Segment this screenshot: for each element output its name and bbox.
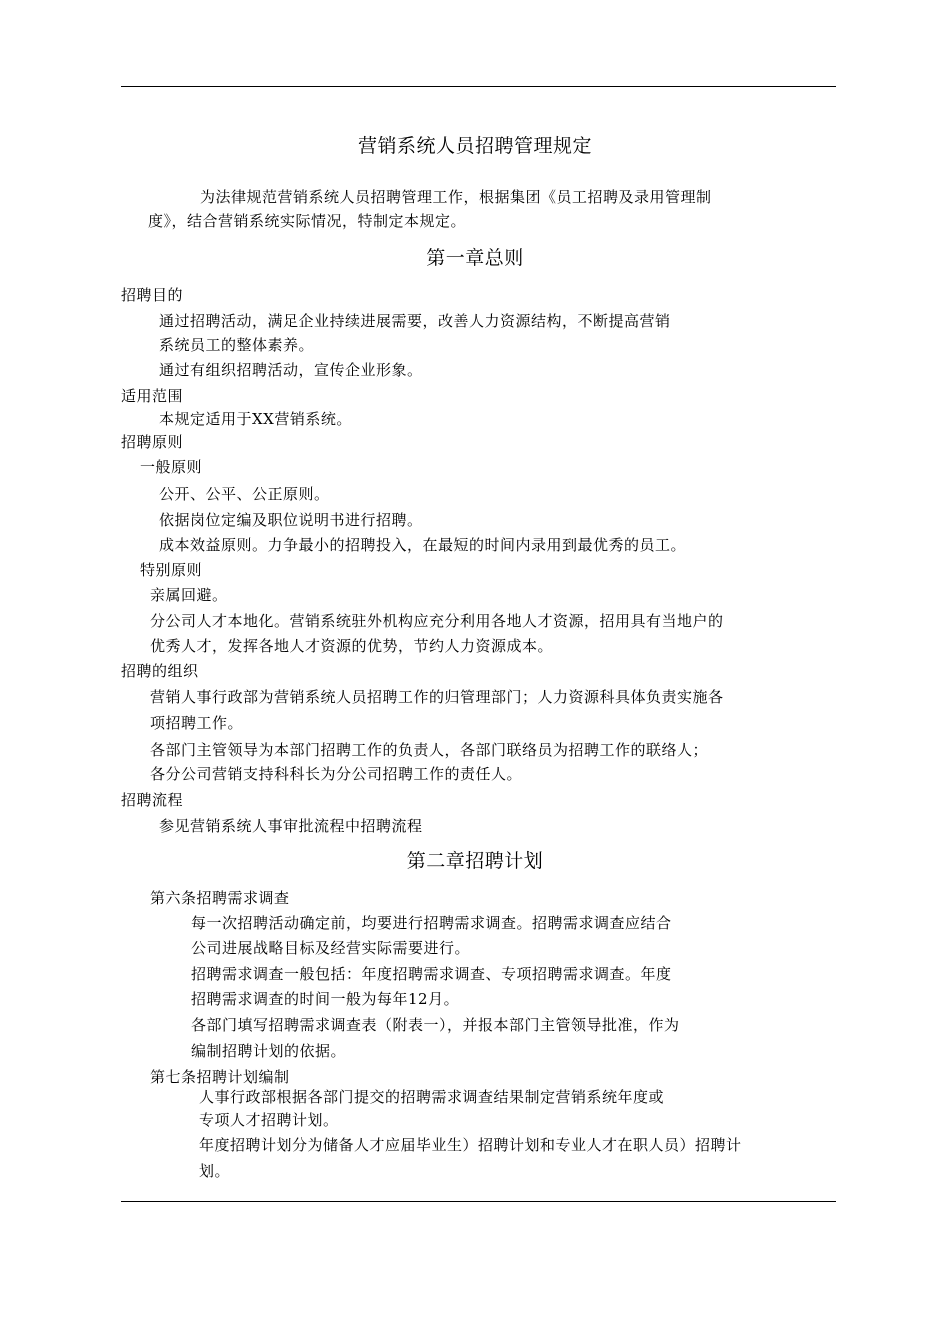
body-line: 亲属回避。 (150, 586, 228, 604)
body-line: 营销人事行政部为营销系统人员招聘工作的归管理部门；人力资源科具体负责实施各 (150, 688, 724, 706)
body-line: 每一次招聘活动确定前，均要进行招聘需求调查。招聘需求调查应结合 (191, 914, 672, 932)
body-line: 各部门填写招聘需求调查表（附表一），并报本部门主管领导批准，作为 (191, 1016, 680, 1034)
body-line: 系统员工的整体素养。 (159, 336, 315, 354)
article-heading: 第七条招聘计划编制 (150, 1068, 290, 1086)
body-line: 本规定适用于XX营销系统。 (159, 410, 352, 428)
body-line: 专项人才招聘计划。 (199, 1111, 339, 1129)
body-line: 优秀人才，发挥各地人才资源的优势，节约人力资源成本。 (150, 637, 554, 655)
chapter-heading: 第二章招聘计划 (406, 850, 544, 872)
section-heading: 招聘流程 (121, 791, 184, 809)
body-line: 人事行政部根据各部门提交的招聘需求调查结果制定营销系统年度或 (199, 1088, 665, 1106)
body-line: 各分公司营销支持科科长为分公司招聘工作的责任人。 (150, 765, 523, 783)
intro-line: 为法律规范营销系统人员招聘管理工作，根据集团《员工招聘及录用管理制 (200, 188, 712, 206)
body-line: 招聘需求调查的时间一般为每年12月。 (191, 990, 460, 1008)
body-line: 各部门主管领导为本部门招聘工作的负责人，各部门联络员为招聘工作的联络人； (150, 741, 709, 759)
body-line: 编制招聘计划的依据。 (191, 1042, 347, 1060)
body-line: 分公司人才本地化。营销系统驻外机构应充分利用各地人才资源，招用具有当地户的 (150, 612, 724, 630)
body-line: 参见营销系统人事审批流程中招聘流程 (159, 817, 423, 835)
body-line: 招聘需求调查一般包括：年度招聘需求调查、专项招聘需求调查。年度 (191, 965, 672, 983)
article-heading: 第六条招聘需求调查 (150, 889, 290, 907)
document-title: 营销系统人员招聘管理规定 (357, 135, 592, 157)
body-line: 依据岗位定编及职位说明书进行招聘。 (159, 511, 423, 529)
body-line: 项招聘工作。 (150, 714, 244, 732)
section-heading: 招聘目的 (121, 286, 184, 304)
body-line: 通过有组织招聘活动，宣传企业形象。 (159, 361, 423, 379)
header-rule (121, 86, 836, 87)
section-heading: 招聘原则 (121, 433, 184, 451)
body-line: 成本效益原则。力争最小的招聘投入，在最短的时间内录用到最优秀的员工。 (159, 536, 687, 554)
body-line: 通过招聘活动，满足企业持续进展需要，改善人力资源结构，不断提高营销 (159, 312, 671, 330)
section-heading: 适用范围 (121, 387, 184, 405)
section-heading: 招聘的组织 (121, 662, 199, 680)
subsection-heading: 一般原则 (140, 458, 203, 476)
body-line: 年度招聘计划分为储备人才应届毕业生）招聘计划和专业人才在职人员）招聘计 (199, 1136, 742, 1154)
body-line: 公司进展战略目标及经营实际需要进行。 (191, 939, 471, 957)
chapter-heading: 第一章总则 (426, 247, 524, 269)
body-line: 划。 (199, 1162, 231, 1180)
body-line: 公开、公平、公正原则。 (159, 485, 330, 503)
intro-line: 度》，结合营销系统实际情况，特制定本规定。 (148, 212, 467, 230)
footer-rule (121, 1201, 836, 1202)
subsection-heading: 特别原则 (140, 561, 203, 579)
